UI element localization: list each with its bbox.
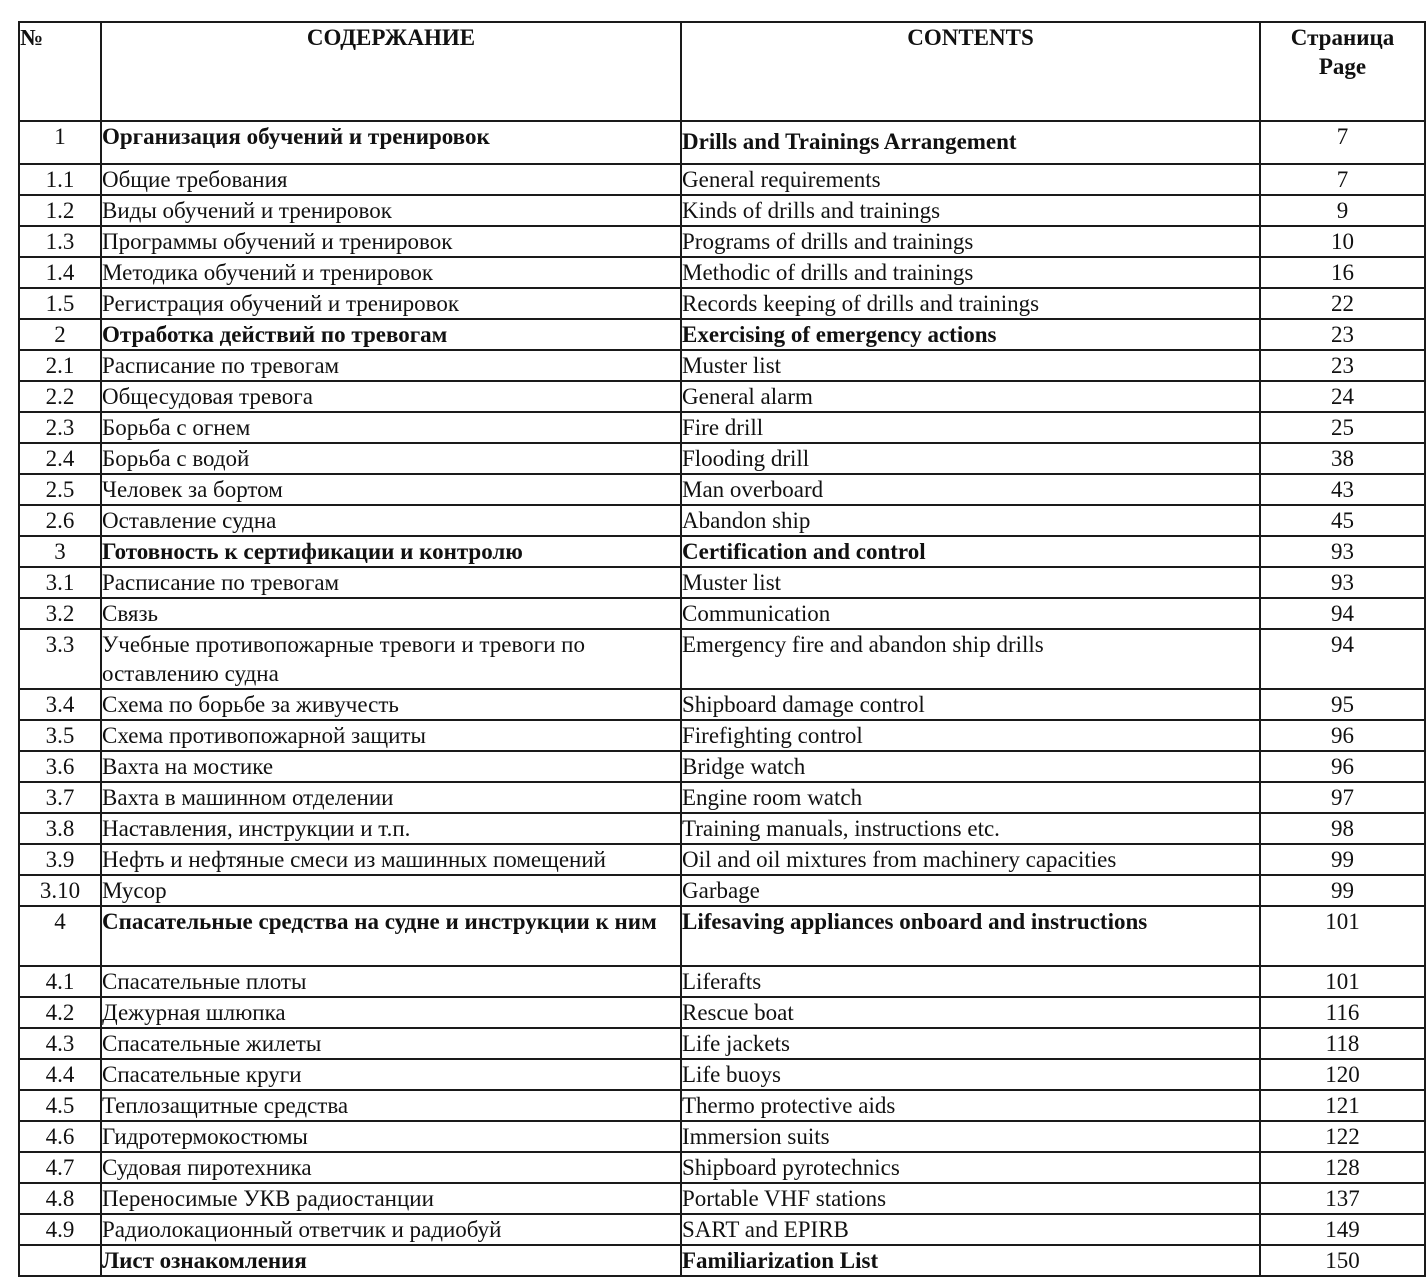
item-title-en: Immersion suits xyxy=(681,1121,1260,1152)
item-number: 3.9 xyxy=(19,844,101,875)
table-row xyxy=(19,505,1425,536)
item-page-number: 121 xyxy=(1260,1090,1425,1121)
item-title-ru: Судовая пиротехника xyxy=(101,1152,681,1183)
item-number: 3.7 xyxy=(19,782,101,813)
item-number: 4.9 xyxy=(19,1214,101,1245)
russian-contents-header: СОДЕРЖАНИЕ xyxy=(101,22,681,121)
item-title-ru: Гидротермокостюмы xyxy=(101,1121,681,1152)
item-title-ru: Вахта в машинном отделении xyxy=(101,782,681,813)
item-title-en: General alarm xyxy=(681,381,1260,412)
item-number: 2.4 xyxy=(19,443,101,474)
item-title-en: Lifesaving appliances onboard and instructions xyxy=(681,906,1260,966)
item-title-ru: Борьба с огнем xyxy=(101,412,681,443)
section-row xyxy=(19,121,1425,164)
item-page-number: 122 xyxy=(1260,1121,1425,1152)
item-number: 4.1 xyxy=(19,966,101,997)
item-title-en: Engine room watch xyxy=(681,782,1260,813)
table-row xyxy=(19,1028,1425,1059)
item-page-number: 99 xyxy=(1260,844,1425,875)
section-row xyxy=(19,536,1425,567)
item-page-number: 150 xyxy=(1260,1245,1425,1276)
item-title-en: Portable VHF stations xyxy=(681,1183,1260,1214)
item-page-number: 96 xyxy=(1260,751,1425,782)
item-page-number: 7 xyxy=(1260,164,1425,195)
section-row xyxy=(19,906,1425,966)
table-row xyxy=(19,257,1425,288)
item-title-en: Exercising of emergency actions xyxy=(681,319,1260,350)
item-number: 3.3 xyxy=(19,629,101,689)
item-number: 4.2 xyxy=(19,997,101,1028)
item-page-number: 99 xyxy=(1260,875,1425,906)
table-row xyxy=(19,751,1425,782)
item-number: 2.2 xyxy=(19,381,101,412)
item-page-number: 96 xyxy=(1260,720,1425,751)
item-title-ru: Отработка действий по тревогам xyxy=(101,319,681,350)
item-number: 3 xyxy=(19,536,101,567)
item-title-en: Life jackets xyxy=(681,1028,1260,1059)
table-row xyxy=(19,474,1425,505)
item-title-en: Fire drill xyxy=(681,412,1260,443)
table-row xyxy=(19,164,1425,195)
page-header-en: Page xyxy=(1318,54,1367,79)
item-page-number: 25 xyxy=(1260,412,1425,443)
item-page-number: 118 xyxy=(1260,1028,1425,1059)
english-contents-header: CONTENTS xyxy=(681,22,1260,121)
item-page-number: 93 xyxy=(1260,567,1425,598)
item-title-ru: Вахта на мостике xyxy=(101,751,681,782)
item-number: 1 xyxy=(19,121,101,164)
item-number: 3.4 xyxy=(19,689,101,720)
item-number: 3.1 xyxy=(19,567,101,598)
item-title-en: Programs of drills and trainings xyxy=(681,226,1260,257)
table-row xyxy=(19,1059,1425,1090)
item-page-number: 95 xyxy=(1260,689,1425,720)
item-number: 3.6 xyxy=(19,751,101,782)
page-header-ru: Страница xyxy=(1290,25,1395,50)
item-title-en: Communication xyxy=(681,598,1260,629)
item-page-number: 149 xyxy=(1260,1214,1425,1245)
table-row xyxy=(19,1121,1425,1152)
item-title-ru: Наставления, инструкции и т.п. xyxy=(101,813,681,844)
item-title-en: Familiarization List xyxy=(681,1245,1260,1276)
contents-table-header xyxy=(19,22,1425,121)
item-number: 4.4 xyxy=(19,1059,101,1090)
item-page-number: 24 xyxy=(1260,381,1425,412)
item-title-en: Shipboard pyrotechnics xyxy=(681,1152,1260,1183)
table-row xyxy=(19,1090,1425,1121)
item-number: 4.8 xyxy=(19,1183,101,1214)
item-title-ru: Общесудовая тревога xyxy=(101,381,681,412)
item-title-ru: Общие требования xyxy=(101,164,681,195)
item-number: 2 xyxy=(19,319,101,350)
number-column-header: № xyxy=(19,22,101,121)
item-title-ru: Учебные противопожарные тревоги и тревоги по оставлению судна xyxy=(101,629,681,689)
item-title-en: Abandon ship xyxy=(681,505,1260,536)
table-row xyxy=(19,1214,1425,1245)
item-title-en: Certification and control xyxy=(681,536,1260,567)
item-page-number: 38 xyxy=(1260,443,1425,474)
table-row xyxy=(19,567,1425,598)
item-page-number: 16 xyxy=(1260,257,1425,288)
section-row xyxy=(19,319,1425,350)
item-title-en: Muster list xyxy=(681,567,1260,598)
contents-table xyxy=(18,21,1426,1277)
item-number: 2.6 xyxy=(19,505,101,536)
table-row xyxy=(19,844,1425,875)
item-title-ru: Расписание по тревогам xyxy=(101,567,681,598)
item-title-en: Garbage xyxy=(681,875,1260,906)
item-title-ru: Теплозащитные средства xyxy=(101,1090,681,1121)
item-title-ru: Мусор xyxy=(101,875,681,906)
item-title-ru: Организация обучений и тренировок xyxy=(101,121,681,164)
item-page-number: 94 xyxy=(1260,598,1425,629)
item-page-number: 93 xyxy=(1260,536,1425,567)
item-title-en: Shipboard damage control xyxy=(681,689,1260,720)
item-page-number: 7 xyxy=(1260,121,1425,164)
table-row xyxy=(19,381,1425,412)
item-title-ru: Спасательные средства на судне и инструкции к ним xyxy=(101,906,681,966)
table-row xyxy=(19,288,1425,319)
item-title-ru: Лист ознакомления xyxy=(101,1245,681,1276)
item-page-number: 120 xyxy=(1260,1059,1425,1090)
item-title-ru: Человек за бортом xyxy=(101,474,681,505)
item-page-number: 116 xyxy=(1260,997,1425,1028)
item-number: 4 xyxy=(19,906,101,966)
item-number: 2.5 xyxy=(19,474,101,505)
item-title-ru: Борьба с водой xyxy=(101,443,681,474)
item-number: 3.5 xyxy=(19,720,101,751)
item-page-number: 23 xyxy=(1260,350,1425,381)
item-title-en: Training manuals, instructions etc. xyxy=(681,813,1260,844)
table-row xyxy=(19,629,1425,689)
table-row xyxy=(19,997,1425,1028)
item-number: 3.8 xyxy=(19,813,101,844)
item-number: 1.5 xyxy=(19,288,101,319)
item-page-number: 43 xyxy=(1260,474,1425,505)
item-title-ru: Связь xyxy=(101,598,681,629)
item-page-number: 94 xyxy=(1260,629,1425,689)
item-number: 3.10 xyxy=(19,875,101,906)
item-title-ru: Оставление судна xyxy=(101,505,681,536)
item-title-en: Records keeping of drills and trainings xyxy=(681,288,1260,319)
item-title-en: Methodic of drills and trainings xyxy=(681,257,1260,288)
table-row xyxy=(19,1183,1425,1214)
item-title-en: Firefighting control xyxy=(681,720,1260,751)
item-number: 2.3 xyxy=(19,412,101,443)
item-number: 2.1 xyxy=(19,350,101,381)
item-title-ru: Нефть и нефтяные смеси из машинных помещений xyxy=(101,844,681,875)
item-title-ru: Схема по борьбе за живучесть xyxy=(101,689,681,720)
item-title-ru: Спасательные круги xyxy=(101,1059,681,1090)
table-row xyxy=(19,966,1425,997)
item-number: 4.6 xyxy=(19,1121,101,1152)
table-row xyxy=(19,782,1425,813)
item-title-en: Emergency fire and abandon ship drills xyxy=(681,629,1260,689)
page-column-header xyxy=(1260,22,1425,121)
table-row xyxy=(19,350,1425,381)
item-title-en: Oil and oil mixtures from machinery capacities xyxy=(681,844,1260,875)
item-page-number: 22 xyxy=(1260,288,1425,319)
table-row xyxy=(19,412,1425,443)
item-title-ru: Готовность к сертификации и контролю xyxy=(101,536,681,567)
item-number: 1.1 xyxy=(19,164,101,195)
item-title-ru: Виды обучений и тренировок xyxy=(101,195,681,226)
item-title-en: Rescue boat xyxy=(681,997,1260,1028)
item-title-ru: Методика обучений и тренировок xyxy=(101,257,681,288)
table-row xyxy=(19,689,1425,720)
item-number: 4.7 xyxy=(19,1152,101,1183)
table-row xyxy=(19,1152,1425,1183)
item-number: 4.3 xyxy=(19,1028,101,1059)
item-title-en: Kinds of drills and trainings xyxy=(681,195,1260,226)
item-page-number: 101 xyxy=(1260,966,1425,997)
table-row xyxy=(19,813,1425,844)
item-title-en: Thermo protective aids xyxy=(681,1090,1260,1121)
item-number xyxy=(19,1245,101,1276)
table-row xyxy=(19,195,1425,226)
item-page-number: 98 xyxy=(1260,813,1425,844)
item-page-number: 128 xyxy=(1260,1152,1425,1183)
item-title-en: General requirements xyxy=(681,164,1260,195)
item-title-en: SART and EPIRB xyxy=(681,1214,1260,1245)
item-page-number: 10 xyxy=(1260,226,1425,257)
table-row xyxy=(19,226,1425,257)
item-page-number: 97 xyxy=(1260,782,1425,813)
item-title-en: Man overboard xyxy=(681,474,1260,505)
item-page-number: 9 xyxy=(1260,195,1425,226)
item-title-ru: Расписание по тревогам xyxy=(101,350,681,381)
item-number: 1.3 xyxy=(19,226,101,257)
item-title-ru: Переносимые УКВ радиостанции xyxy=(101,1183,681,1214)
table-row xyxy=(19,720,1425,751)
item-number: 4.5 xyxy=(19,1090,101,1121)
item-title-en: Drills and Trainings Arrangement xyxy=(681,121,1260,164)
item-number: 1.4 xyxy=(19,257,101,288)
item-page-number: 23 xyxy=(1260,319,1425,350)
item-title-ru: Радиолокационный ответчик и радиобуй xyxy=(101,1214,681,1245)
item-title-en: Life buoys xyxy=(681,1059,1260,1090)
item-title-en: Liferafts xyxy=(681,966,1260,997)
item-title-en: Bridge watch xyxy=(681,751,1260,782)
item-title-ru: Программы обучений и тренировок xyxy=(101,226,681,257)
item-title-ru: Схема противопожарной защиты xyxy=(101,720,681,751)
table-row xyxy=(19,598,1425,629)
contents-table-body xyxy=(19,121,1425,1276)
section-row xyxy=(19,1245,1425,1276)
item-page-number: 101 xyxy=(1260,906,1425,966)
table-row xyxy=(19,875,1425,906)
item-number: 1.2 xyxy=(19,195,101,226)
item-title-en: Muster list xyxy=(681,350,1260,381)
item-title-en: Flooding drill xyxy=(681,443,1260,474)
table-row xyxy=(19,443,1425,474)
item-title-ru: Спасательные плоты xyxy=(101,966,681,997)
item-number: 3.2 xyxy=(19,598,101,629)
item-title-ru: Спасательные жилеты xyxy=(101,1028,681,1059)
item-title-ru: Дежурная шлюпка xyxy=(101,997,681,1028)
item-page-number: 137 xyxy=(1260,1183,1425,1214)
item-page-number: 45 xyxy=(1260,505,1425,536)
item-title-ru: Регистрация обучений и тренировок xyxy=(101,288,681,319)
